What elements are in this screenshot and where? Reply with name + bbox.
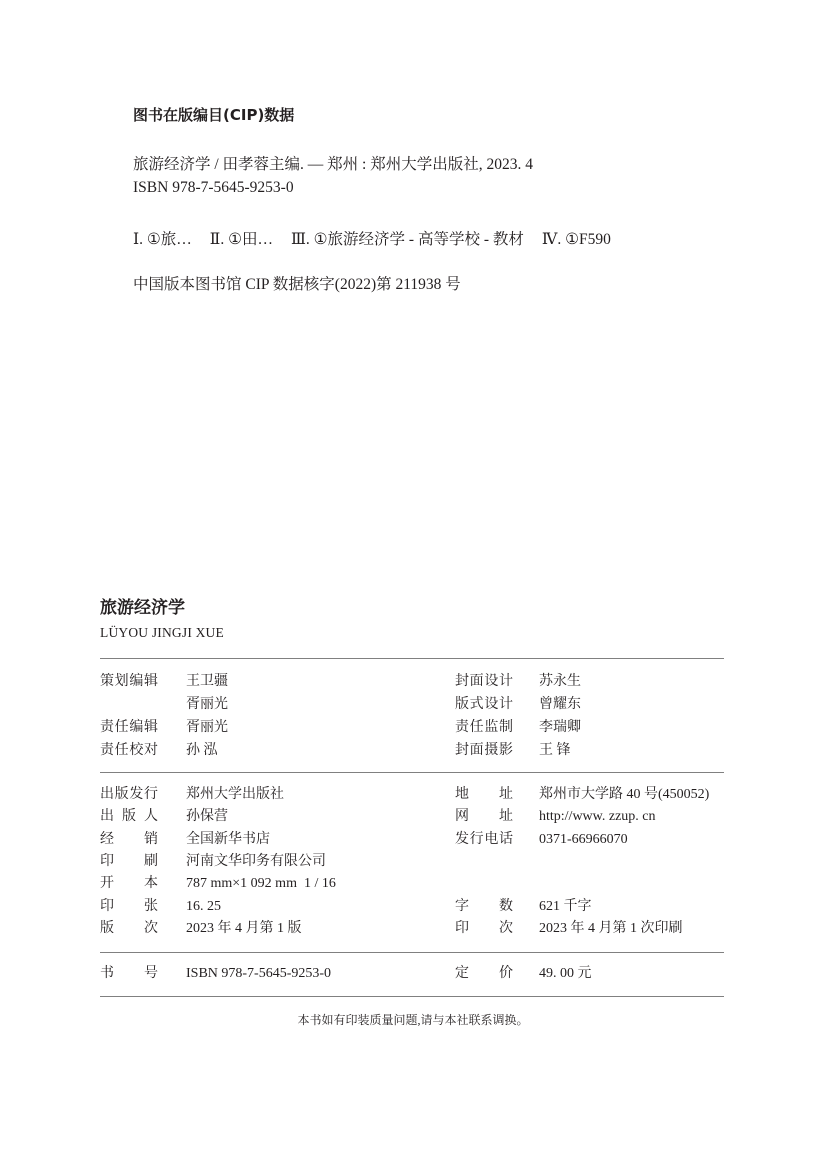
field-label: 定 价 <box>455 966 513 981</box>
table-row <box>100 873 724 895</box>
divider-rule <box>100 658 724 659</box>
field-label: 策划编辑 <box>100 674 158 689</box>
footer-note: 本书如有印装质量问题,请与本社联系调换。 <box>297 1013 529 1027</box>
field-value: 孙 泓 <box>186 743 218 758</box>
book-pinyin: LÜYOU JINGJI XUE <box>100 625 224 640</box>
field-label: 封面设计 <box>455 674 513 689</box>
publishing-table <box>100 784 724 940</box>
field-value: 王卫疆 <box>186 674 228 689</box>
table-row <box>100 716 724 739</box>
table-row <box>100 670 724 693</box>
table-row <box>100 851 724 873</box>
field-value: 李瑞卿 <box>539 720 581 735</box>
field-value: 0371-66966070 <box>539 831 628 847</box>
field-label: 封面摄影 <box>455 743 513 758</box>
field-label: 网 址 <box>455 809 513 825</box>
pricing-table <box>100 963 724 985</box>
field-value: 全国新华书店 <box>186 831 270 847</box>
field-value: 王 锋 <box>539 743 571 758</box>
table-row <box>100 829 724 851</box>
field-value: 16. 25 <box>186 898 221 914</box>
field-value: 孙保营 <box>186 809 228 825</box>
field-value: 郑州大学出版社 <box>186 787 284 802</box>
field-label: 印 次 <box>455 920 513 936</box>
cip-subject-item: Ⅱ. ①田… <box>209 231 273 248</box>
cip-title-line: 旅游经济学 / 田孝蓉主编. — 郑州 : 郑州大学出版社, 2023. 4 <box>133 156 533 173</box>
field-label: 责任校对 <box>100 743 158 758</box>
field-value: 河南文华印务有限公司 <box>186 853 326 869</box>
field-label: 字 数 <box>455 898 513 914</box>
cip-subjects <box>133 230 611 250</box>
field-label: 出版发行 <box>100 787 158 802</box>
field-value: 2023 年 4 月第 1 次印刷 <box>539 920 683 936</box>
table-row <box>100 896 724 918</box>
table-row <box>100 693 724 716</box>
book-title: 旅游经济学 <box>100 598 185 618</box>
divider-rule <box>100 952 724 953</box>
field-value: 郑州市大学路 40 号(450052) <box>539 787 710 802</box>
field-value: http://www. zzup. cn <box>539 809 656 825</box>
field-value: 苏永生 <box>539 674 581 689</box>
field-value: 曾耀东 <box>539 697 581 712</box>
table-row <box>100 784 724 806</box>
field-value: 787 mm×1 092 mm 1 / 16 <box>186 876 336 892</box>
divider-rule <box>100 772 724 773</box>
cip-subject-item: Ⅳ. ①F590 <box>541 231 611 248</box>
field-value: 621 千字 <box>539 898 592 914</box>
field-label: 地 址 <box>455 787 513 802</box>
cip-number-line: 中国版本图书馆 CIP 数据核字(2022)第 211938 号 <box>133 276 461 293</box>
divider-rule <box>100 996 724 997</box>
price-value: 49. 00 元 <box>539 966 592 981</box>
field-label: 印 刷 <box>100 853 158 869</box>
field-label: 版式设计 <box>455 697 513 712</box>
field-label: 书 号 <box>100 966 158 981</box>
field-label: 责任编辑 <box>100 720 158 735</box>
field-value: 胥丽光 <box>186 720 228 735</box>
table-row <box>100 806 724 828</box>
cip-heading: 图书在版编目(CIP)数据 <box>133 106 295 124</box>
cip-subject-item: Ⅰ. ①旅… <box>133 231 192 248</box>
field-label: 印 张 <box>100 898 158 914</box>
field-label: 出 版 人 <box>100 809 158 825</box>
field-label: 开 本 <box>100 876 158 892</box>
field-label: 经 销 <box>100 831 158 847</box>
table-row <box>100 918 724 940</box>
field-value: 2023 年 4 月第 1 版 <box>186 920 302 936</box>
isbn-value: ISBN 978-7-5645-9253-0 <box>186 966 332 981</box>
field-value: 胥丽光 <box>186 697 228 712</box>
cip-isbn-line: ISBN 978-7-5645-9253-0 <box>133 179 294 196</box>
table-row <box>100 963 724 985</box>
credits-table <box>100 670 724 762</box>
field-label: 责任监制 <box>455 720 513 735</box>
field-label: 版 次 <box>100 920 158 936</box>
cip-subject-item: Ⅲ. ①旅游经济学 - 高等学校 - 教材 <box>290 231 524 248</box>
table-row <box>100 739 724 762</box>
field-label: 发行电话 <box>455 831 513 847</box>
